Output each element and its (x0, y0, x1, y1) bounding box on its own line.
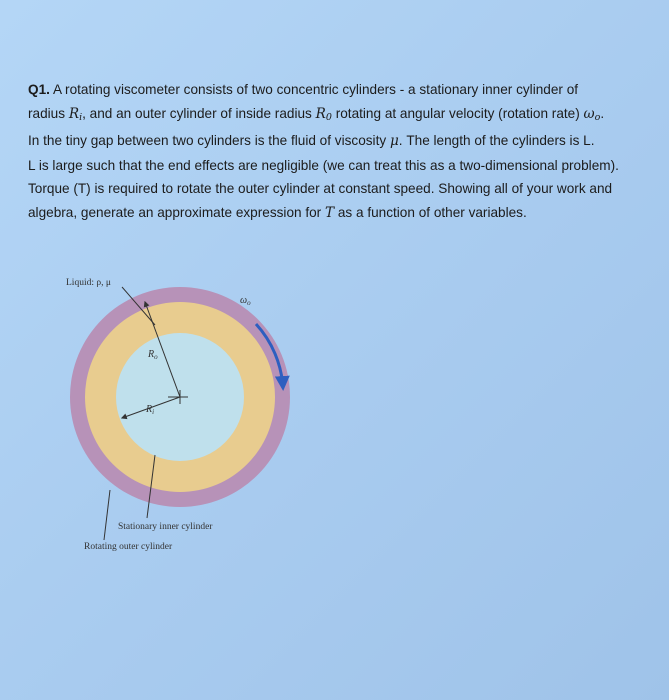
ri-label-sub: i (152, 408, 155, 416)
omega-label-main: ω (240, 295, 248, 306)
line2-text-b: , and an outer cylinder of inside radius (82, 105, 312, 121)
line2-text-a: radius (28, 105, 66, 121)
ri-label-main: R (146, 404, 153, 415)
outer-radius-subscript: 0 (325, 111, 332, 123)
viscosity-symbol: μ (389, 133, 399, 150)
omega-label (240, 295, 251, 307)
question-line-4: L is large such that the end effects are negligible (we can treat this as a two-dimensional problem). (28, 157, 619, 173)
line2-text-c: rotating at angular velocity (rotation rate) (335, 105, 580, 121)
omega-symbol: ω (583, 105, 595, 122)
line3-text-a: In the tiny gap between two cylinders is the fluid of viscosity (28, 133, 387, 149)
question-number: Q1. (28, 82, 50, 97)
line6-text-b: as a function of other variables. (337, 204, 527, 220)
liquid-label: Liquid: ρ, μ (66, 278, 111, 288)
ro-label-main: R (148, 349, 155, 360)
line6-text-a: algebra, generate an approximate expression for (28, 204, 322, 220)
line3-text-b: . The length of the cylinders is L. (398, 133, 595, 149)
stationary-inner-cylinder-label: Stationary inner cylinder (118, 522, 213, 532)
omega-label-sub: o (247, 299, 251, 307)
outer-radius-symbol: R (315, 105, 326, 122)
ro-label-sub: o (154, 353, 158, 361)
omega-subscript: o (594, 111, 601, 123)
line2-text-d: . (600, 105, 605, 121)
torque-symbol: T (324, 204, 335, 221)
rotating-outer-cylinder-label: Rotating outer cylinder (84, 542, 173, 552)
question-line-1-text: A rotating viscometer consists of two concentric cylinders - a stationary inner cylinder of (52, 82, 579, 97)
inner-radius-subscript: i (79, 111, 83, 123)
outer-cylinder-leader (104, 490, 110, 540)
question-line-5: Torque (T) is required to rotate the outer cylinder at constant speed. Showing all of your work and (28, 181, 613, 197)
inner-radius-symbol: R (68, 105, 80, 122)
